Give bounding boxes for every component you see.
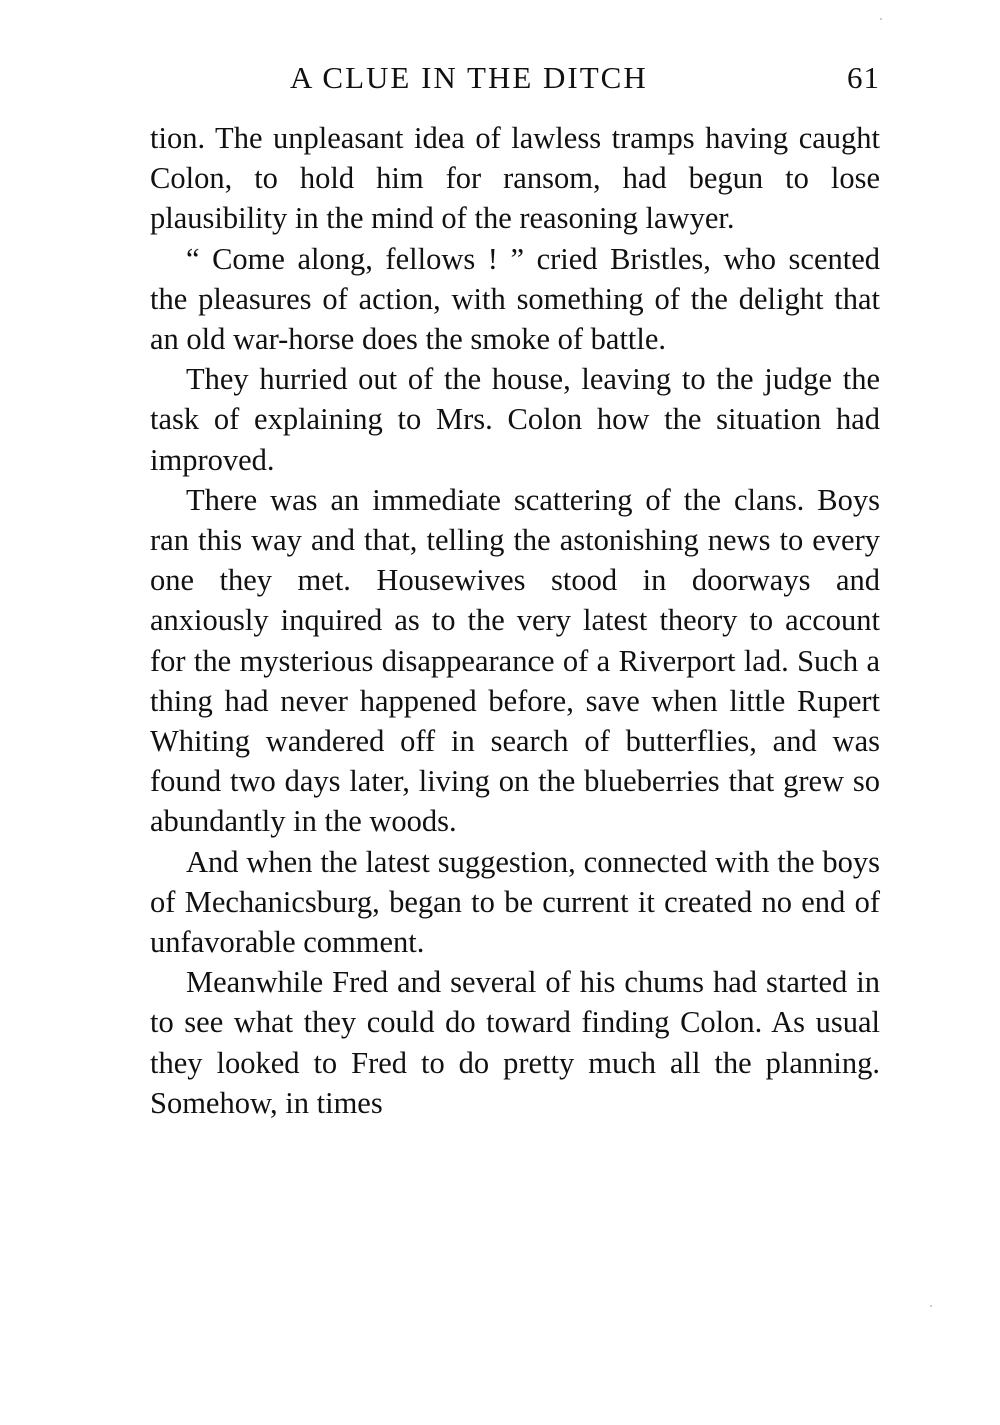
- paragraph: tion. The unpleasant idea of lawless tramps having caught Colon, to hold him for ransom, had begun to lose plausibility in the mind of the reasoning lawyer.: [150, 121, 880, 236]
- running-title: A CLUE IN THE DITCH: [290, 60, 648, 95]
- body-text: [150, 118, 880, 1123]
- paragraph: “ Come along, fellows ! ” cried Bristles, who scented the pleasures of action, with something of the delight that an old war-horse does the smoke of battle.: [150, 241, 880, 357]
- paragraph: And when the latest suggestion, connected with the boys of Mechanicsburg, began to be current it created no end of unfavorable comment.: [150, 844, 880, 960]
- running-head: [150, 60, 880, 100]
- paragraph: Meanwhile Fred and several of his chums had started in to see what they could do toward finding Colon. As usual they looked to Fred to do pretty much all the planning. Somehow, in times: [150, 965, 880, 1120]
- paragraph: There was an immediate scattering of the clans. Boys ran this way and that, telling the astonishing news to every one they met. Housewives stood in doorways and anxiously inquired as to the very latest theory to account for the mysterious disappearance of a Riverport lad. Such a thing had never happened before, save when little Rupert Whiting wandered off in search of butterflies, and was found two days later, living on the blueberries that grew so abundantly in the woods.: [150, 482, 880, 839]
- scan-speck: [880, 18, 882, 20]
- paragraph: They hurried out of the house, leaving to the judge the task of explaining to Mrs. Colon how the situation had improved.: [150, 362, 880, 477]
- page-number: 61: [847, 60, 880, 95]
- book-page: [150, 60, 880, 1123]
- scan-speck: [930, 1305, 932, 1307]
